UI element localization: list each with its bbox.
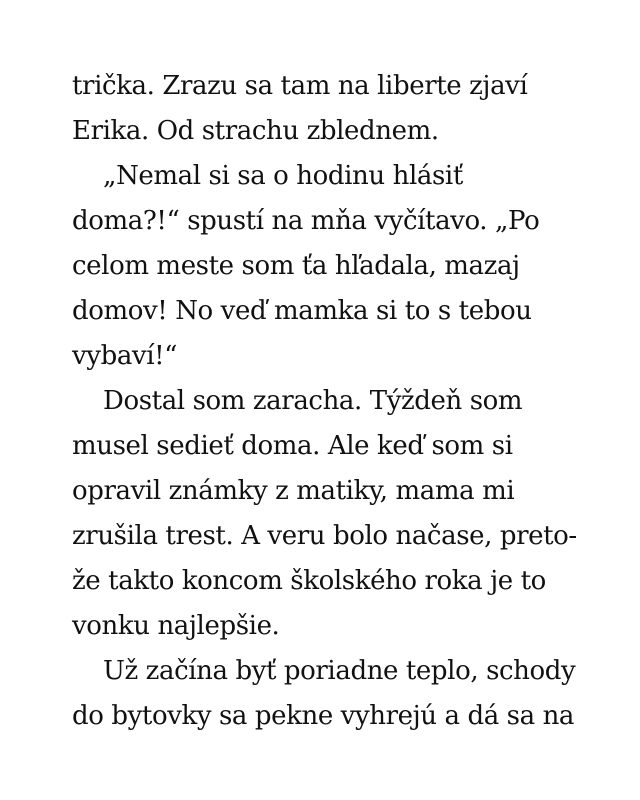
text-line: Erika. Od strachu zblednem.: [72, 116, 439, 146]
text-line: celom meste som ťa hľadala, mazaj: [72, 251, 520, 281]
text-line: zrušila trest. A veru bolo načase, preto-: [72, 521, 577, 551]
text-line: domov! No veď mamka si to s tebou: [72, 296, 532, 326]
text-line: trička. Zrazu sa tam na liberte zjaví: [72, 71, 528, 101]
text-line: Dostal som zaracha. Týždeň som: [103, 386, 523, 416]
text-line: Už začína byť poriadne teplo, schody: [103, 656, 576, 686]
text-line: do bytovky sa pekne vyhrejú a dá sa na: [72, 701, 575, 731]
text-line: „Nemal si sa o hodinu hlásiť: [103, 161, 463, 191]
text-line: že takto koncom školského roka je to: [72, 566, 546, 596]
text-line: vonku najlepšie.: [72, 611, 280, 641]
text-line: doma?!“ spustí na mňa vyčítavo. „Po: [72, 206, 540, 236]
text-line: musel sedieť doma. Ale keď som si: [72, 431, 513, 461]
page-text: [72, 64, 612, 739]
text-line: vybaví!“: [72, 341, 178, 371]
text-line: opravil známky z matiky, mama mi: [72, 476, 515, 506]
